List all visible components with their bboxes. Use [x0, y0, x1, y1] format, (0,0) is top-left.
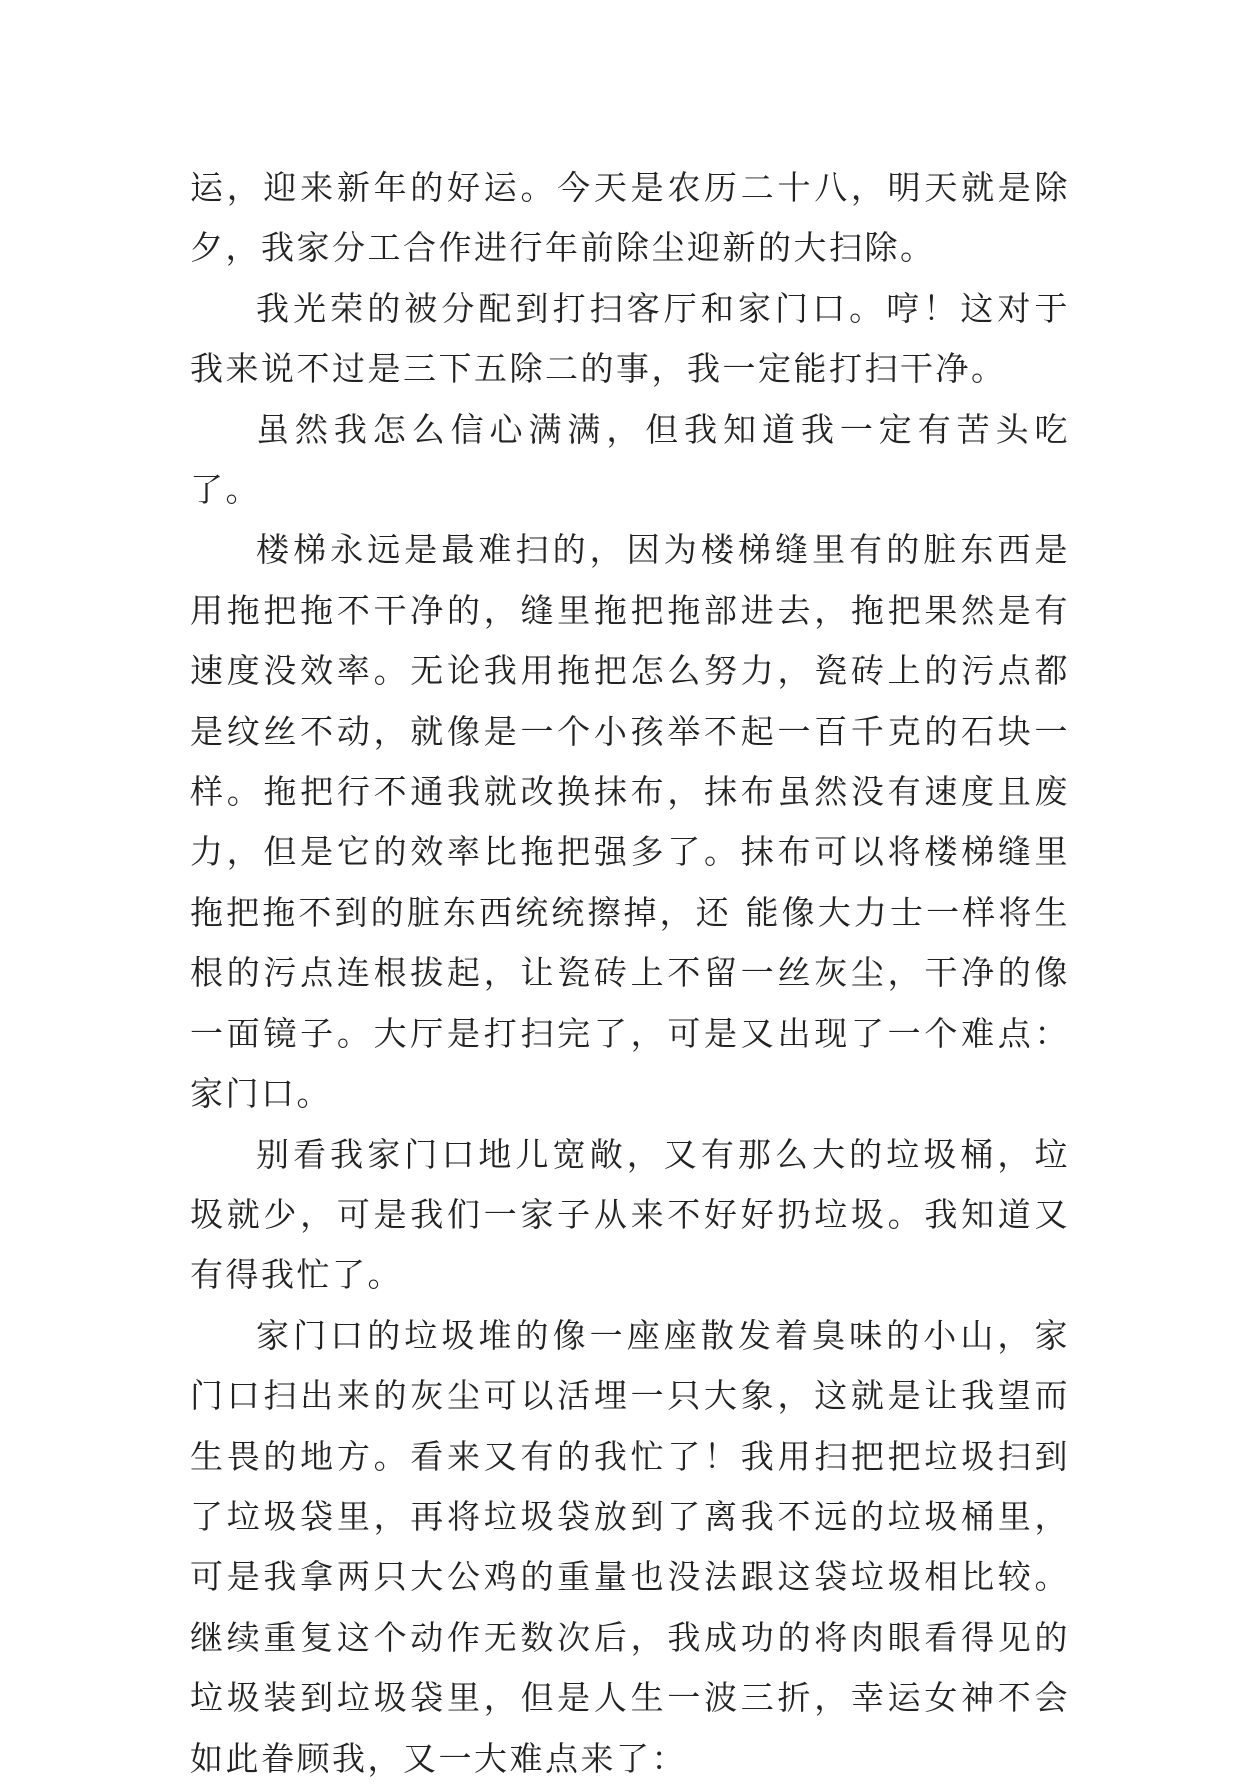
paragraph-5: 别看我家门口地儿宽敞，又有那么大的垃圾桶，垃圾就少，可是我们一家子从来不好好扔垃圾。我知道又有得我忙了。 — [190, 1134, 1070, 1295]
paragraph-6: 家门口的垃圾堆的像一座座散发着臭味的小山，家门口扫出来的灰尘可以活埋一只大象，这就是让我望而生畏的地方。看来又有的我忙了！我用扫把把垃圾扫到了垃圾袋里，再将垃圾袋放到了离我不远的垃圾桶里，可是我拿两只大公鸡的重量也没法跟这袋垃圾相比较。继续重复这个动作无数次后，我成功的将肉眼看得见的垃圾装到垃圾袋里，但是人生一波三折，幸运女神不会如此眷顾我，又一大难点来了： — [190, 1315, 1070, 1778]
paragraph-2: 我光荣的被分配到打扫客厅和家门口。哼！这对于我来说不过是三下五除二的事，我一定能打扫干净。 — [190, 288, 1070, 389]
body-text — [190, 158, 1070, 1789]
paragraph-1: 运，迎来新年的好运。今天是农历二十八，明天就是除夕，我家分工合作进行年前除尘迎新的大扫除。 — [190, 168, 1070, 268]
paragraph-4: 楼梯永远是最难扫的，因为楼梯缝里有的脏东西是用拖把拖不干净的，缝里拖把拖部进去，拖把果然是有速度没效率。无论我用拖把怎么努力，瓷砖上的污点都是纹丝不动，就像是一个小孩举不起一百千克的石块一样。拖把行不通我就改换抹布，抹布虽然没有速度且废力，但是它的效率比拖把强多了。抹布可以将楼梯缝里拖把拖不到的脏东西统统擦掉，还 能像大力士一样将生根的污点连根拔起，让瓷砖上不留一丝灰尘，干净的像一面镜子。大厅是打扫完了，可是又出现了一个难点：家门口。 — [190, 530, 1070, 1114]
paragraph-3: 虽然我怎么信心满满，但我知道我一定有苦头吃了。 — [190, 409, 1070, 510]
